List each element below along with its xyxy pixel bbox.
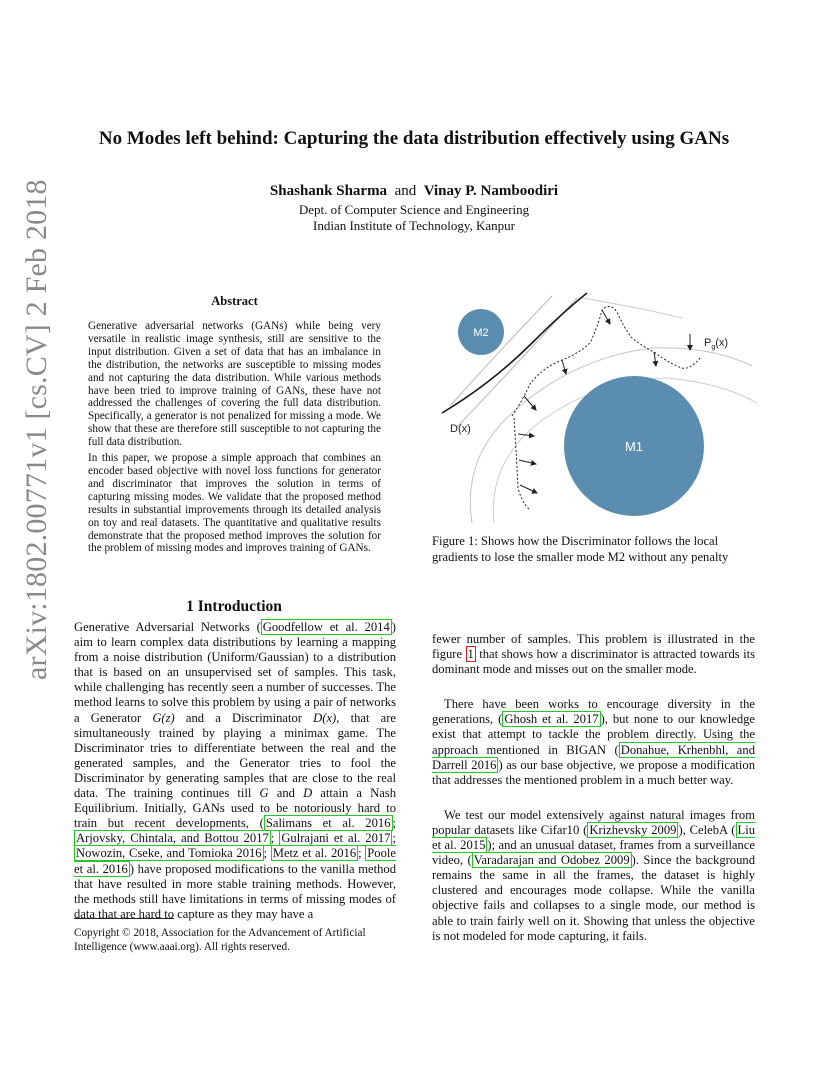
author-name: Vinay P. Namboodiri <box>423 183 559 199</box>
mode-m1-label: M1 <box>624 439 644 454</box>
contour-line <box>582 298 682 318</box>
citation-link[interactable]: Liu et al. 2015 <box>432 822 755 853</box>
arxiv-identifier: arXiv:1802.00771v1 [cs.CV] 2 Feb 2018 <box>20 179 53 680</box>
gradient-arrow <box>654 352 656 366</box>
gradient-arrow <box>519 460 536 464</box>
generator-label: $P_g(x)$ <box>704 337 729 351</box>
figure-caption: Figure 1: Shows how the Discriminator follows the local gradients to lose the smaller mode M2 without any penalty <box>432 534 729 564</box>
section-heading-introduction: 1 Introduction <box>186 598 282 615</box>
citation-link[interactable]: Donahue, Krhenbhl, and Darrell 2016 <box>432 742 755 772</box>
math-symbol: D <box>303 786 313 801</box>
citation-link[interactable]: Gulrajani et al. 2017 <box>281 831 391 846</box>
introduction-paragraph: Generative Adversarial Networks ( Goodfellow et al. 2014 ) aim to learn complex data distributions by learning a mapping from a noise distribution (Uniform/Gaussian) to a distribution that is based on an unsupervised set of samples. This task, while challenging has recently seen a number of successes. The method learns to solve this problem by using a pair of networks a Generator G(z) and a Discriminator D(x), that are simultaneously trained by playing a minimax game. The Discriminator tries to differentiate between the real and the generated samples, and the Generator tries to fool the Discriminator by generating samples that are close to the real data. The training continues till G and D attain a Nash Equilibrium. Initially, GANs used to be notoriously hard to train but recent developments, ( Salimans et al. 2016 ; Arjovsky, Chintala, and Bottou 2017 ; Gulrajani et al. 2017 ; Nowozin, Cseke, and Tomioka 2016 ; Metz et al. 2016 ; Poole et al. 2016 ) have proposed modifications to the vanilla method that have resulted in more stable training methods. However, the methods still have limitations in terms of missing modes of data that are hard to capture as they may have a <box>74 620 397 921</box>
citation-link[interactable]: Varadarajan and Odobez 2009 <box>473 853 630 868</box>
math-symbol: G(z) <box>152 710 175 725</box>
right-column <box>432 632 755 964</box>
citation-link[interactable]: Krizhevsky 2009 <box>589 822 677 837</box>
paper-title: No Modes left behind: Capturing the data distribution effectively using GANs <box>98 128 730 149</box>
citation-link[interactable]: Arjovsky, Chintala, and Bottou 2017 <box>76 831 269 846</box>
affiliation-institute: Indian Institute of Technology, Kanpur <box>313 218 515 233</box>
footnote-divider <box>74 918 174 919</box>
gradient-arrow <box>602 310 610 324</box>
discriminator-label: D(x) <box>450 423 471 435</box>
citation-link[interactable]: Metz et al. 2016 <box>272 846 357 861</box>
mode-m2-label: M2 <box>473 327 489 339</box>
copyright-footnote: Copyright © 2018, Association for the Advancement of Artificial Intelligence (www.aaai.org). All rights reserved. <box>74 927 366 953</box>
body-paragraph: fewer number of samples. This problem is illustrated in the figure 1 that shows how a discriminator is attracted towards its dominant mode and misses out on the smaller mode. <box>432 632 755 677</box>
discriminator-boundary <box>442 293 587 413</box>
affiliation <box>0 202 828 234</box>
affiliation-department: Dept. of Computer Science and Engineering <box>298 202 530 217</box>
gradient-arrow <box>520 485 537 493</box>
citation-link[interactable]: Poole et al. 2016 <box>74 846 396 876</box>
abstract-body <box>88 320 381 558</box>
gradient-arrow <box>562 360 566 374</box>
math-symbol: G <box>259 786 269 801</box>
abstract-paragraph: In this paper, we propose a simple approach that combines an encoder based objective with novel loss functions for generator and discriminator that improves the solution in terms of capturing missing modes. We validate that the proposed method results in substantial improvements through its detailed analysis on toy and real datasets. The quantitative and qualitative results demonstrate that the proposed method improves the solution for the problem of missing modes and improves training of GANs. <box>88 452 381 555</box>
citation-link[interactable]: Nowozin, Cseke, and Tomioka 2016 <box>76 846 262 861</box>
abstract-paragraph: Generative adversarial networks (GANs) while being very versatile in realistic image synthesis, still are sensitive to the input distribution. Given a set of data that has an imbalance in the distribution, the networks are susceptible to missing modes and not capturing the data distribution. While various methods have been tried to improve training of GANs, these have not addressed the challenges of covering the full data distribution. Specifically, a generator is not penalized for missing a mode. We show that these are therefore still susceptible to not capturing the full data distribution. <box>88 320 381 449</box>
body-paragraph: There have been works to encourage diversity in the generations, ( Ghosh et al. 2017 ), but none to our knowledge exist that attempt to tackle the problem directly. Using the approach mentioned in BIGAN ( Donahue, Krhenbhl, and Darrell 2016 ) as our base objective, we propose a modification that addresses the mentioned problem in a much better way. <box>432 697 756 787</box>
author-line <box>0 183 828 200</box>
figure-reference-link[interactable]: 1 <box>467 647 474 662</box>
citation-link[interactable]: Goodfellow et al. 2014 <box>262 620 390 634</box>
author-conjunction: and <box>394 183 417 199</box>
contour-line <box>450 296 552 406</box>
figure-1 <box>432 288 762 528</box>
abstract-heading: Abstract <box>211 294 258 308</box>
citation-link[interactable]: Salimans et al. 2016 <box>265 816 391 831</box>
body-paragraph: We test our model extensively against natural images from popular datasets like Cifar10 ( Krizhevsky 2009 ), CelebA ( Liu et al. 2015 ); and an unusual dataset, frames from a surveillance video, ( Varadarajan and Odobez 2009 ). Since the background remains the same in all the frames, the dataset is highly clustered and encourages mode collapse. While the vanilla objective fails and collapses to a single mode, our method is able to train fairly well on it. Showing that unless the objective is not modeled for mode capturing, it fails. <box>432 807 756 943</box>
figure-1-diagram <box>432 288 762 528</box>
citation-link[interactable]: Ghosh et al. 2017 <box>504 712 599 727</box>
author-name: Shashank Sharma <box>269 183 388 199</box>
math-symbol: D(x) <box>313 710 337 725</box>
